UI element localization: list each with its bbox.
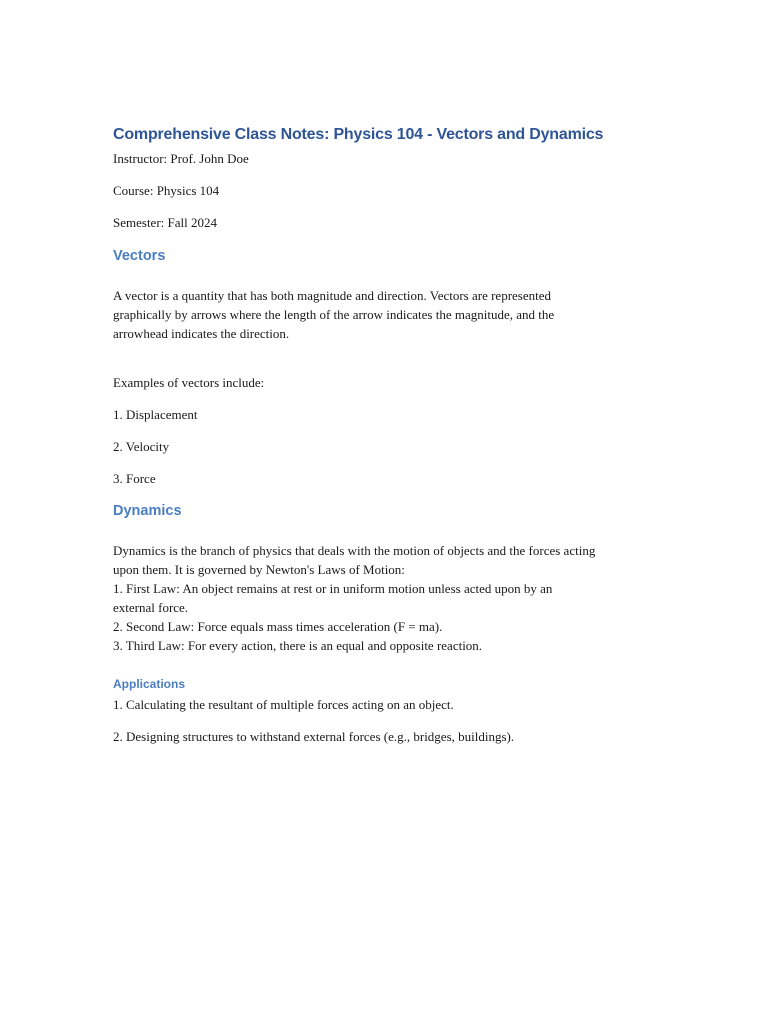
newton-law-line: 3. Third Law: For every action, there is an equal and opposite reaction.	[113, 638, 483, 653]
examples-intro: Examples of vectors include:	[113, 375, 265, 390]
applications-heading: Applications	[113, 677, 186, 691]
newton-law-line: external force.	[113, 600, 189, 615]
dynamics-line: upon them. It is governed by Newton's Laws of Motion:	[113, 562, 405, 577]
dynamics-description	[113, 541, 673, 655]
vectors-description-line: graphically by arrows where the length of the arrow indicates the magnitude, and the	[113, 307, 555, 322]
vectors-description-line: A vector is a quantity that has both magnitude and direction. Vectors are represented	[113, 288, 552, 303]
document-title: Comprehensive Class Notes: Physics 104 - Vectors and Dynamics	[113, 126, 604, 143]
example-item: 3. Force	[113, 471, 156, 486]
semester-line: Semester: Fall 2024	[113, 215, 217, 230]
dynamics-line: Dynamics is the branch of physics that deals with the motion of objects and the forces acting	[113, 543, 596, 558]
instructor-line: Instructor: Prof. John Doe	[113, 151, 249, 166]
vectors-heading: Vectors	[113, 248, 166, 264]
application-item: 1. Calculating the resultant of multiple forces acting on an object.	[113, 697, 454, 712]
course-line: Course: Physics 104	[113, 183, 220, 198]
example-item: 1. Displacement	[113, 407, 198, 422]
newton-law-line: 2. Second Law: Force equals mass times acceleration (F = ma).	[113, 619, 443, 634]
example-item: 2. Velocity	[113, 439, 170, 454]
newton-law-line: 1. First Law: An object remains at rest or in uniform motion unless acted upon by an	[113, 581, 553, 596]
vectors-description-line: arrowhead indicates the direction.	[113, 326, 290, 341]
document-page	[113, 124, 673, 746]
vectors-description	[113, 286, 673, 343]
application-item: 2. Designing structures to withstand external forces (e.g., bridges, buildings).	[113, 729, 515, 744]
dynamics-heading: Dynamics	[113, 503, 182, 519]
